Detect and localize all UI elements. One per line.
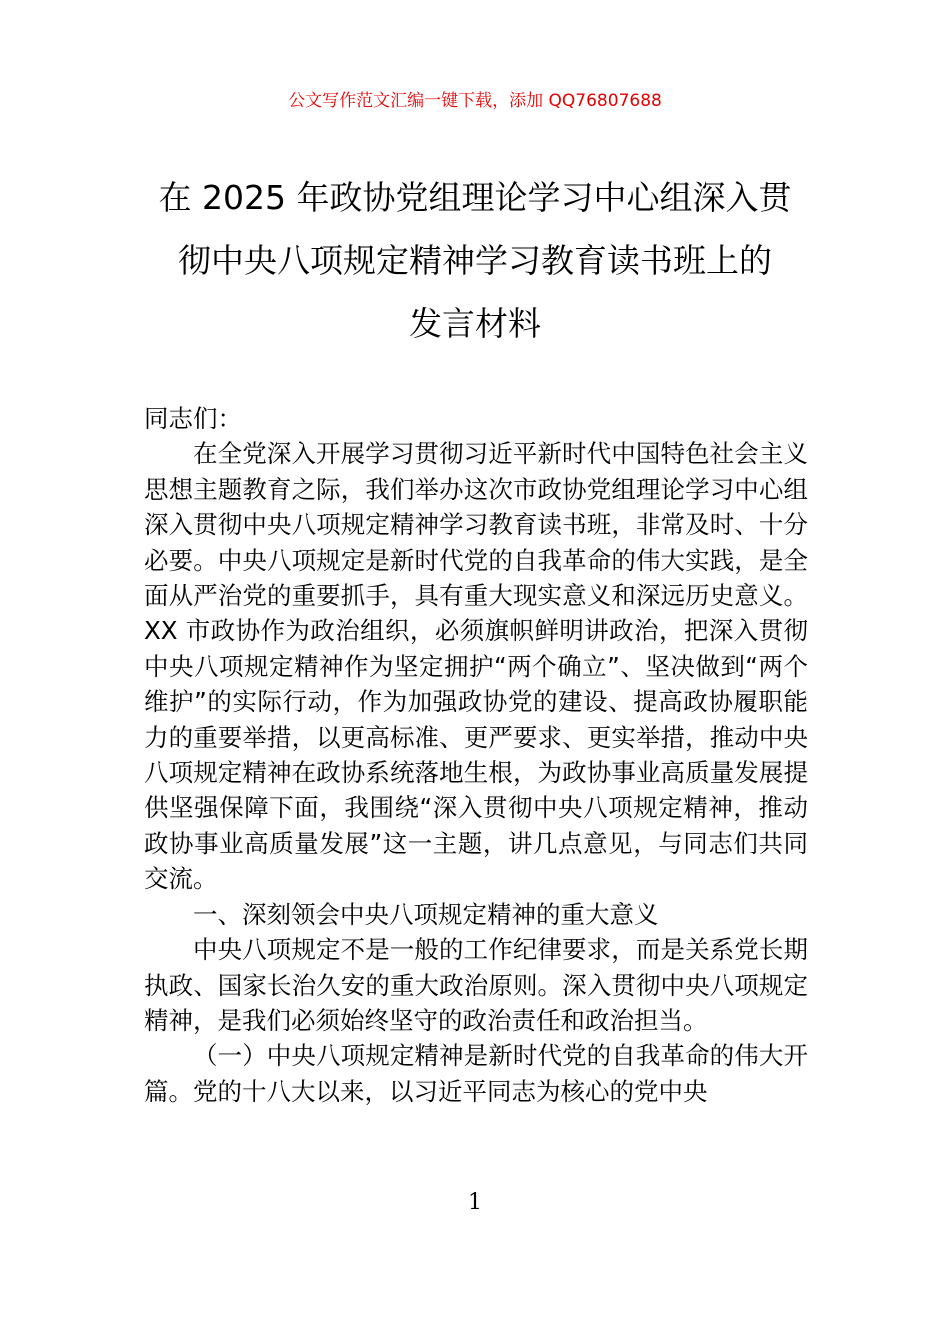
- paragraph-intro: 在全党深入开展学习贯彻习近平新时代中国特色社会主义思想主题教育之际，我们举办这次市政协党组理论学习中心组深入贯彻中央八项规定精神学习教育读书班，非常及时、十分必要。中央八项规定是新时代党的自我革命的伟大实践，是全面从严治党的重要抓手，具有重大现实意义和深远历史意义。XX 市政协作为政治组织，必须旗帜鲜明讲政治，把深入贯彻中央八项规定精神作为坚定拥护“两个确立”、坚决做到“两个维护”的实际行动，作为加强政协党的建设、提高政协履职能力的重要举措，以更高标准、更严要求、更实举措，推动中央八项规定精神在政协系统落地生根，为政协事业高质量发展提供坚强保障下面，我围绕“深入贯彻中央八项规定精神，推动政协事业高质量发展”这一主题，讲几点意见，与同志们共同交流。: [144, 439, 808, 894]
- title-line: 在 2025 年政协党组理论学习中心组深入贯: [158, 178, 792, 217]
- page-number: 1: [468, 1190, 482, 1215]
- document-body: [144, 401, 808, 1109]
- paragraph: 中央八项规定不是一般的工作纪律要求，而是关系党长期执政、国家长治久安的重大政治原则。深入贯彻中央八项规定精神，是我们必须始终坚守的政治责任和政治担当。: [144, 935, 808, 1035]
- paragraph: （一）中央八项规定精神是新时代党的自我革命的伟大开篇。党的十八大以来，以习近平同志为核心的党中央: [144, 1041, 808, 1106]
- salutation: 同志们：: [144, 404, 242, 433]
- section-heading: 一、深刻领会中央八项规定精神的重大意义: [193, 899, 659, 929]
- title-line: 发言材料: [409, 304, 541, 343]
- document-title: [140, 166, 810, 355]
- download-notice: 公文写作范文汇编一键下载，添加 QQ76807688: [288, 91, 662, 111]
- title-line: 彻中央八项规定精神学习教育读书班上的: [178, 241, 772, 280]
